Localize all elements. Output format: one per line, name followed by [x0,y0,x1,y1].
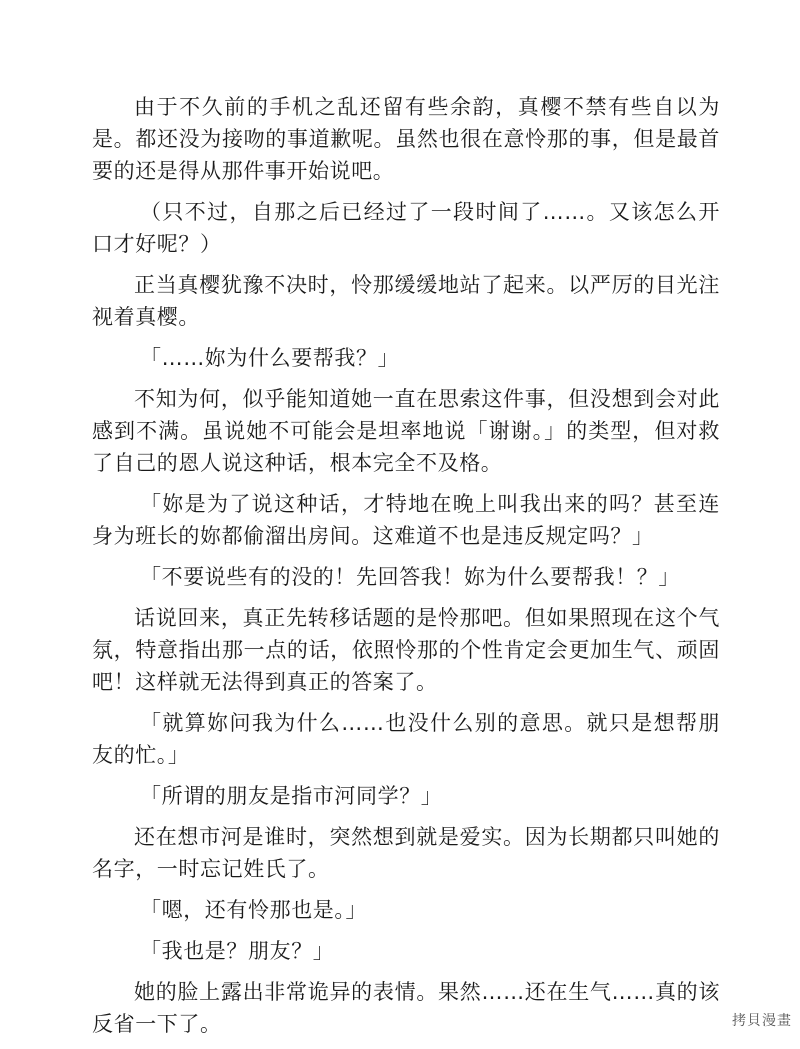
text-body [92,91,720,1049]
paragraph: 「就算妳问我为什么……也没什么别的意思。就只是想帮朋友的忙。」 [92,711,720,767]
paragraph: （只不过，自那之后已经过了一段时间了……。又该怎么开口才好呢？） [92,200,720,256]
paragraph: 不知为何，似乎能知道她一直在思索这件事，但没想到会对此感到不满。虽说她不可能会是坦率地说「谢谢。」的类型，但对救了自己的恩人说这种话，根本完全不及格。 [92,387,720,475]
paragraph: 还在想市河是谁时，突然想到就是爱实。因为长期都只叫她的名字，一时忘记姓氏了。 [92,825,720,881]
paragraph: 「我也是？朋友？」 [140,939,335,963]
watermark: 拷貝漫畫 [732,1013,792,1029]
paragraph: 「……妳为什么要帮我？」 [140,346,400,370]
paragraph: 话说回来，真正先转移话题的是怜那吧。但如果照现在这个气氛，特意指出那一点的话，依照怜那的个性肯定会更加生气、顽固吧！这样就无法得到真正的答案了。 [92,606,720,694]
paragraph: 「所谓的朋友是指市河同学？」 [140,784,443,808]
paragraph: 「不要说些有的没的！先回答我！妳为什么要帮我！？」 [140,565,680,589]
paragraph: 她的脸上露出非常诡异的表情。果然……还在生气……真的该反省一下了。 [92,980,720,1036]
paragraph: 正当真樱犹豫不决时，怜那缓缓地站了起来。以严厉的目光注视着真樱。 [92,273,720,329]
paragraph: 由于不久前的手机之乱还留有些余韵，真樱不禁有些自以为是。都还没为接吻的事道歉呢。虽然也很在意怜那的事，但是最首要的还是得从那件事开始说吧。 [92,95,720,183]
paragraph: 「妳是为了说这种话，才特地在晚上叫我出来的吗？甚至连身为班长的妳都偷溜出房间。这难道不也是违反规定吗？」 [92,492,720,548]
paragraph: 「嗯，还有怜那也是。」 [140,898,368,922]
